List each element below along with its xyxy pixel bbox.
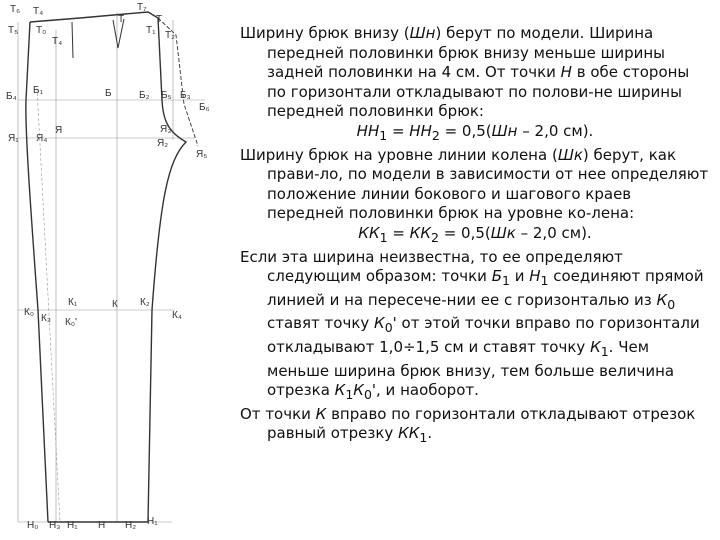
label-k1: К₁ [68, 297, 78, 308]
label-t4-top: Т₄ [33, 6, 44, 17]
label-t4: Т₄ [52, 36, 63, 47]
label-t0: Т₀ [36, 25, 47, 36]
label-b2: Б₂ [139, 90, 150, 101]
formula-bottom: $НН_1 = НН_2 = 0,5(Шн - 2,0$ см). [356, 121, 594, 143]
paragraph-from-point-k: От точки К вправо по горизонтали откладывают отрезок равный отрезку $КК_1$. [240, 404, 696, 446]
text-column [240, 24, 710, 448]
label-h4: Н₁ [147, 516, 158, 527]
label-b: Б [105, 88, 112, 99]
label-h: Н [98, 520, 106, 531]
label-t7: Т₇ [137, 2, 147, 13]
label-ya3: Я₃ [160, 124, 172, 135]
label-ya1: Я₁ [8, 133, 19, 144]
formula-knee: $КК_1 = КК_2 = 0,5(Шк - 2,0$ см). [358, 223, 592, 245]
label-k2: К₂ [140, 297, 150, 308]
side-seam [26, 22, 48, 522]
label-t-small: Т [156, 14, 163, 25]
label-k: К [112, 299, 118, 310]
label-ya5: Я₅ [196, 149, 208, 160]
label-h1: Н₁ [67, 520, 78, 531]
label-b4: Б₄ [6, 91, 17, 102]
helper-line-b1-h1 [37, 88, 63, 522]
label-ya2: Я₂ [157, 138, 169, 149]
diagram-labels [6, 2, 210, 531]
label-h2: Н₂ [125, 520, 137, 531]
label-k0p: К₀' [65, 317, 77, 328]
paragraph-knee-width: Ширину брюк на уровне линии колена (Шк) берут, как прави-ло, по модели в зависимости от нее определяют положение линии бокового и шагового краев передней половинки брюк на уровне ко-лена: [240, 145, 709, 223]
label-b3: Б₃ [180, 90, 191, 101]
label-b6: Б₆ [199, 102, 210, 113]
label-ya: Я [55, 125, 63, 136]
pattern-outline [26, 12, 198, 522]
paragraph-bottom-width: Ширину брюк внизу (Шн) берут по модели. Ширина передней половинки брюк внизу меньше ширины задней половинки на 4 см. От точки Н в обе стороны по горизонтали откладывают по полови-не ширины передней половинки брюк: [240, 24, 690, 121]
label-h0: Н₀ [27, 520, 39, 531]
label-b5: Б₅ [161, 90, 172, 101]
label-t5: Т₅ [8, 25, 19, 36]
label-k4: К₄ [172, 310, 182, 321]
label-h3: Н₃ [49, 520, 61, 531]
waist-line [30, 12, 158, 22]
label-t1: Т₁ [146, 25, 156, 36]
label-t2: Т₂ [165, 30, 175, 41]
label-b1: Б₁ [33, 85, 43, 96]
label-t3: Т [118, 14, 125, 25]
label-ya4: Я₄ [36, 133, 48, 144]
trouser-pattern-diagram [0, 0, 225, 540]
label-k3: К₃ [41, 313, 51, 324]
label-t6: Т₆ [10, 4, 21, 15]
paragraph-unknown-width: Если эта ширина неизвестна, то ее определяют следующим образом: точки $Б_1$ и $Н_1$ соединяют прямой линией и на пересече-нии ее с горизонталью из $К_0$ ставят точку $К_0'$ от этой точки вправо по горизонтали откладывают 1,0÷1,5 см и ставят точку $К_1$. Чем меньше ширина брюк внизу, тем больше величина отрезка $К_1К_0'$, и наоборот. [240, 247, 704, 403]
front-pleat [72, 22, 73, 58]
label-k0: К₀ [24, 307, 34, 318]
